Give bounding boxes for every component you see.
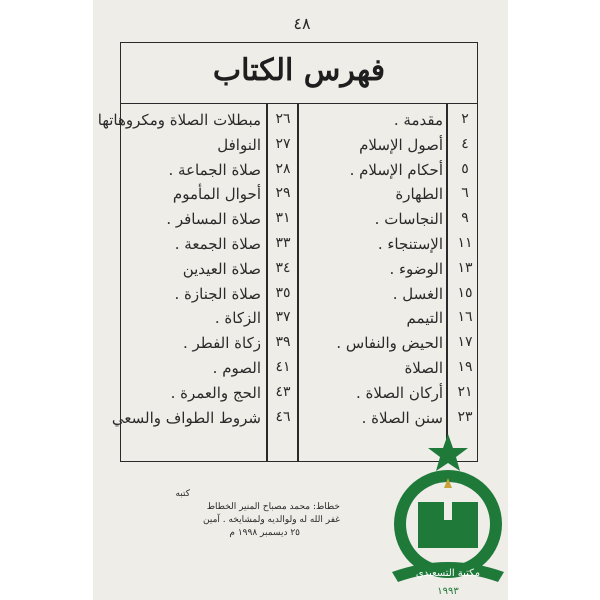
left-column-entry: [119, 185, 295, 209]
right-column-entry-title: الإستنجاء .: [377, 235, 443, 253]
right-column-entry: [299, 210, 477, 234]
right-column-entry-page: ١٥: [457, 284, 473, 301]
right-column-entry: [299, 136, 477, 160]
right-column-entry: [299, 285, 477, 309]
left-column-entry: [119, 210, 295, 234]
left-column-entry-page: ٤٣: [275, 383, 291, 400]
right-column-entry-page: ١٣: [457, 259, 473, 276]
seal-text: مكتبة التسعيدي: [415, 568, 481, 579]
scribe-note-line-4: ٢٥ ديسمبر ١٩٩٨ م: [229, 528, 300, 538]
left-column-entry: [119, 309, 295, 333]
scribe-note-line-1: كتبه: [175, 489, 190, 499]
left-column-entry-title: الصوم .: [212, 359, 261, 377]
left-column-entry-title: النوافل: [217, 135, 261, 154]
right-column-entry: [299, 260, 477, 284]
index-frame: [97, 42, 478, 462]
left-column-entry: [119, 260, 295, 284]
right-column-entry-page: ٢: [461, 111, 469, 127]
right-column-entry-page: ١١: [457, 235, 473, 251]
left-column-entry-page: ٢٦: [275, 111, 291, 127]
left-column-entry-title: صلاة المسافر .: [166, 210, 261, 229]
right-column-entry-page: ٥: [461, 160, 469, 177]
left-column-entry-page: ٤١: [275, 359, 291, 375]
left-column-entry: [119, 384, 295, 408]
left-column-entry-page: ٣٤: [275, 259, 291, 276]
left-column-entry-page: ٢٩: [275, 185, 291, 202]
right-column-entry: [299, 235, 477, 259]
right-column-entry-page: ١٩: [457, 359, 473, 375]
left-column-entry-title: صلاة الجنازة .: [174, 284, 261, 303]
right-column-entry-title: الوضوء .: [389, 259, 443, 278]
title-row: [121, 43, 477, 104]
right-column-entry-title: أحكام الإسلام .: [349, 160, 443, 179]
right-column-entry-title: الحيض والنفاس .: [336, 334, 443, 353]
left-column-entry-title: شروط الطواف والسعي: [111, 408, 261, 427]
left-column-entry-page: ٤٦: [275, 408, 291, 425]
scribe-note: [120, 488, 340, 540]
right-column-entry-page: ٤: [461, 135, 469, 152]
right-column-entry-page: ٢٣: [457, 408, 473, 425]
left-column-entry-title: صلاة العيدين: [182, 259, 261, 278]
left-column-entry: [97, 111, 295, 135]
left-column-entry-title: الحج والعمرة .: [170, 383, 261, 402]
seal-year: ١٩٩٣: [437, 586, 459, 597]
right-column-entry-title: الطهارة: [395, 185, 443, 204]
right-column-entry-title: أصول الإسلام: [359, 135, 443, 154]
right-column-entry-page: ٦: [461, 185, 469, 202]
right-column-entry: [299, 409, 477, 433]
left-column-entry-page: ٣٣: [275, 235, 291, 251]
left-column-entry-page: ٣١: [275, 210, 291, 227]
right-column-entry-title: النجاسات .: [374, 210, 443, 229]
right-column-entry-page: ١٧: [457, 334, 473, 351]
left-column-entry-title: صلاة الجمعة .: [174, 235, 261, 253]
library-seal: [378, 432, 518, 600]
right-column-entry-page: ٩: [461, 210, 469, 227]
candle-icon: [444, 490, 452, 520]
right-column-entry: [299, 161, 477, 185]
left-column-entry-title: زكاة الفطر .: [182, 334, 261, 353]
scribe-note-line-2: خطاط: محمد مصباح المنير الخطاط: [206, 502, 340, 512]
right-column-entry-title: مقدمة .: [393, 111, 443, 129]
right-column-entry: [299, 384, 477, 408]
left-column-entry: [119, 161, 295, 185]
right-column-entry: [299, 334, 477, 358]
right-column-entry-title: أركان الصلاة .: [356, 383, 443, 402]
left-column-entry: [111, 408, 295, 433]
left-column-entry: [119, 285, 295, 309]
star-icon: [428, 434, 468, 471]
left-column-entry-title: الزكاة .: [214, 309, 261, 328]
page-number: ٤٨: [293, 14, 311, 33]
left-column-entry-page: ٣٧: [275, 309, 291, 326]
right-column-entry: [299, 111, 477, 135]
left-column-entry-page: ٢٨: [275, 160, 291, 177]
left-column-entry: [119, 359, 295, 383]
left-column-entry-title: مبطلات الصلاة ومكروهاتها: [97, 111, 261, 129]
scribe-note-line-3: غفر الله له ولوالديه ولمشايخه . آمين: [203, 515, 340, 525]
right-column-entry-title: الصلاة: [404, 359, 443, 377]
left-column-entry: [119, 235, 295, 259]
right-column-entry-title: التيمم: [406, 309, 443, 328]
left-column-entry-title: أحوال المأموم: [172, 185, 261, 204]
left-column-entry: [119, 334, 295, 358]
index-title: فهرس الكتاب: [212, 53, 386, 88]
right-column-entry: [299, 359, 477, 383]
right-column-entry-page: ٢١: [457, 383, 473, 400]
left-column-entry-page: ٢٧: [275, 135, 291, 152]
right-column-entry-title: سنن الصلاة .: [361, 408, 443, 427]
left-column-entry-page: ٣٩: [275, 334, 291, 351]
left-column-entry: [119, 136, 295, 160]
right-column-entry-title: الغسل .: [392, 284, 443, 303]
right-column-entry: [299, 309, 477, 333]
right-column-entry-page: ١٦: [457, 309, 473, 326]
left-column-entry-title: صلاة الجماعة .: [168, 160, 261, 179]
left-column-entry-page: ٣٥: [275, 284, 291, 301]
right-column-entry: [299, 185, 477, 209]
